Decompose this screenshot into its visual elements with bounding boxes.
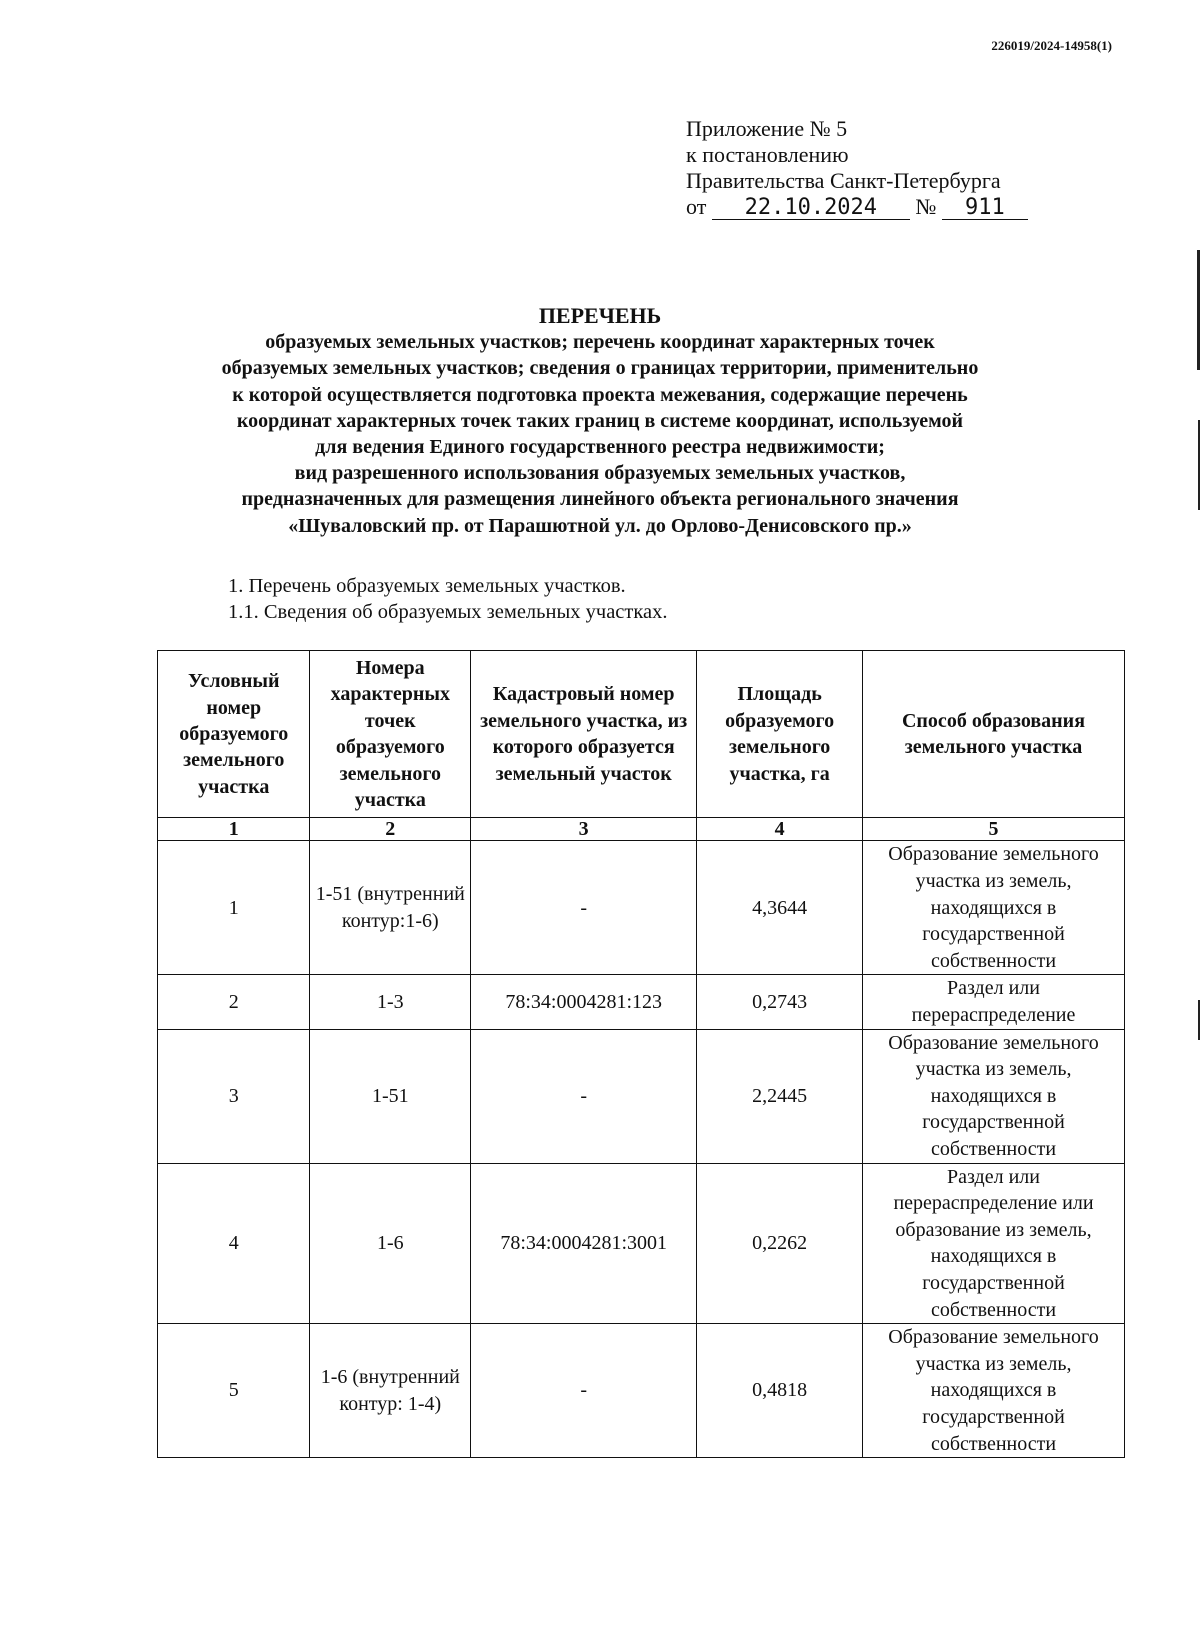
header-plot-number: Условный номер образуемого земельного участка [158,651,310,818]
cell-method: Раздел или перераспределение [863,975,1125,1029]
cell-plot-number: 5 [158,1324,310,1458]
appendix-date-line [686,194,1028,220]
resolution-date: 22.10.2024 [712,197,910,220]
document-heading [140,303,1060,539]
heading-line-5: для ведения Единого государственного реестра недвижимости; [315,436,885,459]
cell-area: 2,2445 [697,1029,863,1163]
heading-line-4: координат характерных точек таких границ в системе координат, используемой [236,409,964,432]
appendix-line-3: Правительства Санкт-Петербурга [686,168,1001,193]
cell-cadastral: - [471,841,697,975]
column-number: 2 [310,818,471,841]
column-number: 4 [697,818,863,841]
cell-points: 1-51 [310,1029,471,1163]
appendix-block [686,116,1028,220]
document-number: 226019/2024-14958(1) [991,38,1112,53]
cell-points: 1-6 (внутренний контур: 1-4) [310,1324,471,1458]
date-prefix: от [686,194,707,219]
heading-title: ПЕРЕЧЕНЬ [538,303,662,328]
cell-points: 1-3 [310,975,471,1029]
column-number: 5 [863,818,1125,841]
heading-line-8: «Шуваловский пр. от Парашютной ул. до Орлово-Денисовского пр.» [288,514,912,537]
number-prefix: № [915,194,937,219]
cell-points: 1-51 (внутренний контур:1-6) [310,841,471,975]
cell-area: 0,2743 [697,975,863,1029]
cell-method: Образование земельного участка из земель, находящихся в государственной собственности [863,841,1125,975]
list-item-1-1: 1.1. Сведения об образуемых земельных участках. [228,601,668,623]
appendix-line-2: к постановлению [686,142,849,167]
table-row [158,975,1125,1029]
column-number-row [158,818,1125,841]
table-row [158,1324,1125,1458]
column-number: 1 [158,818,310,841]
heading-line-7: предназначенных для размещения линейного объекта регионального значения [241,488,959,511]
cell-method: Раздел или перераспределение или образование из земель, находящихся в государственной собственности [863,1163,1125,1324]
heading-line-3: к которой осуществляется подготовка проекта межевания, содержащие перечень [232,383,968,406]
list-item-1: 1. Перечень образуемых земельных участков. [228,575,626,597]
cell-cadastral: 78:34:0004281:3001 [471,1163,697,1324]
cell-area: 0,2262 [697,1163,863,1324]
table-header-row [158,651,1125,818]
cell-plot-number: 4 [158,1163,310,1324]
header-area: Площадь образуемого земельного участка, га [697,651,863,818]
cell-points: 1-6 [310,1163,471,1324]
header-cadastral: Кадастровый номер земельного участка, из которого образуется земельный участок [471,651,697,818]
cell-cadastral: 78:34:0004281:123 [471,975,697,1029]
cell-plot-number: 1 [158,841,310,975]
resolution-number: 911 [942,197,1028,220]
cell-cadastral: - [471,1324,697,1458]
cell-method: Образование земельного участка из земель, находящихся в государственной собственности [863,1029,1125,1163]
table-row [158,1163,1125,1324]
header-method: Способ образования земельного участка [863,651,1125,818]
cell-cadastral: - [471,1029,697,1163]
heading-line-2: образуемых земельных участков; сведения о границах территории, применительно [221,357,979,380]
appendix-line-1: Приложение № 5 [686,116,848,141]
heading-line-1: образуемых земельных участков; перечень координат характерных точек [265,331,935,354]
cell-plot-number: 3 [158,1029,310,1163]
heading-line-6: вид разрешенного использования образуемых земельных участков, [294,462,906,485]
cell-area: 4,3644 [697,841,863,975]
column-number: 3 [471,818,697,841]
cell-area: 0,4818 [697,1324,863,1458]
land-plots-table [157,650,1125,1458]
header-points: Номера характерных точек образуемого земельного участка [310,651,471,818]
table-row [158,1029,1125,1163]
cell-plot-number: 2 [158,975,310,1029]
cell-method: Образование земельного участка из земель, находящихся в государственной собственности [863,1324,1125,1458]
table-row [158,841,1125,975]
